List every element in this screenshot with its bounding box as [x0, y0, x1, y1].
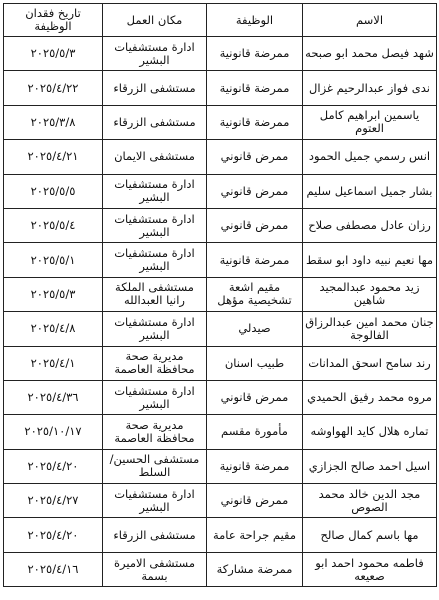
cell-place: مديرية صحة محافظة العاصمة — [103, 346, 207, 380]
cell-place: مستشفى الملكة رانيا العبدالله — [103, 277, 207, 311]
cell-place: ادارة مستشفيات البشير — [103, 484, 207, 518]
table-row — [4, 484, 437, 518]
cell-date: ٢٠٢٥/٤/٢٢ — [4, 71, 103, 105]
cell-name: بشار جميل اسماعيل سليم — [303, 174, 437, 208]
cell-date: ٢٠٢٥/٣/٨ — [4, 105, 103, 139]
table-row — [4, 552, 437, 586]
cell-job: ممرضة مشاركة — [207, 552, 303, 586]
cell-name: ندى فواز عبدالرحيم غزال — [303, 71, 437, 105]
cell-place: مستشفى الايمان — [103, 140, 207, 174]
cell-job: ممرضة قانونية — [207, 37, 303, 71]
cell-job: ممرض قانوني — [207, 174, 303, 208]
cell-job: ممرضة قانونية — [207, 71, 303, 105]
cell-place: ادارة مستشفيات البشير — [103, 208, 207, 242]
cell-job: ممرض قانوني — [207, 484, 303, 518]
table-row — [4, 380, 437, 414]
cell-place: ادارة مستشفيات البشير — [103, 380, 207, 414]
cell-date: ٢٠٢٥/٥/٥ — [4, 174, 103, 208]
cell-place: ادارة مستشفيات البشير — [103, 312, 207, 346]
cell-job: ممرضة قانونية — [207, 449, 303, 483]
table-row — [4, 174, 437, 208]
table-row — [4, 312, 437, 346]
cell-name: تماره هلال كايد الهواوشه — [303, 415, 437, 449]
cell-date: ٢٠٢٥/٤/١ — [4, 346, 103, 380]
cell-place: مستشفى الزرقاء — [103, 105, 207, 139]
cell-date: ٢٠٢٥/٤/٢٠ — [4, 518, 103, 552]
column-header-date: تاريخ فقدان الوظيفة — [4, 4, 103, 37]
cell-place: مستشفى الاميرة بسمة — [103, 552, 207, 586]
cell-name: رند سامح اسحق المدانات — [303, 346, 437, 380]
cell-date: ٢٠٢٥/٤/٢٠ — [4, 449, 103, 483]
cell-place: مديرية صحة محافظة العاصمة — [103, 415, 207, 449]
column-header-place: مكان العمل — [103, 4, 207, 37]
column-header-job: الوظيفة — [207, 4, 303, 37]
table-row — [4, 71, 437, 105]
cell-date: ٢٠٢٥/٥/٤ — [4, 208, 103, 242]
cell-job: ممرضة قانونية — [207, 105, 303, 139]
table-row — [4, 140, 437, 174]
cell-job: ممرض قانوني — [207, 208, 303, 242]
cell-date: ٢٠٢٥/٥/١ — [4, 243, 103, 277]
cell-date: ٢٠٢٥/٤/١٦ — [4, 552, 103, 586]
cell-name: زيد محمود عبدالمجيد شاهين — [303, 277, 437, 311]
table-row — [4, 277, 437, 311]
table-body — [4, 37, 437, 587]
cell-date: ٢٠٢٥/٤/٢١ — [4, 140, 103, 174]
cell-name: رزان عادل مصطفى صلاح — [303, 208, 437, 242]
cell-place: ادارة مستشفيات البشير — [103, 174, 207, 208]
cell-date: ٢٠٢٥/٥/٣ — [4, 37, 103, 71]
table-row — [4, 346, 437, 380]
table-row — [4, 105, 437, 139]
table-header-row — [4, 4, 437, 37]
employees-table — [3, 3, 437, 587]
cell-name: مها نعيم نبيه داود ابو سقط — [303, 243, 437, 277]
cell-name: مجد الدين خالد محمد الصوص — [303, 484, 437, 518]
cell-date: ٢٠٢٥/٥/٣ — [4, 277, 103, 311]
table-row — [4, 518, 437, 552]
cell-name: انس رسمي جميل الحمود — [303, 140, 437, 174]
cell-job: مأمورة مقسم — [207, 415, 303, 449]
cell-name: مروه محمد رفيق الحميدي — [303, 380, 437, 414]
cell-place: مستشفى الزرقاء — [103, 518, 207, 552]
cell-name: فاطمه محمود احمد ابو صعيعه — [303, 552, 437, 586]
cell-date: ٢٠٢٥/٤/٨ — [4, 312, 103, 346]
table-row — [4, 449, 437, 483]
table-row — [4, 37, 437, 71]
cell-job: ممرض قانوني — [207, 380, 303, 414]
cell-place: مستشفى الحسين/ السلط — [103, 449, 207, 483]
cell-job: ممرض قانوني — [207, 140, 303, 174]
cell-place: ادارة مستشفيات البشير — [103, 243, 207, 277]
table-row — [4, 208, 437, 242]
cell-date: ٢٠٢٥/١٠/١٧ — [4, 415, 103, 449]
cell-name: اسيل احمد صالح الجزازي — [303, 449, 437, 483]
cell-place: مستشفى الزرقاء — [103, 71, 207, 105]
cell-job: صيدلي — [207, 312, 303, 346]
column-header-name: الاسم — [303, 4, 437, 37]
cell-job: طبيب اسنان — [207, 346, 303, 380]
table-row — [4, 415, 437, 449]
cell-name: مها باسم كمال صالح — [303, 518, 437, 552]
cell-name: جنان محمد امين عبدالرزاق الفالوجة — [303, 312, 437, 346]
cell-name: ياسمين ابراهيم كامل العتوم — [303, 105, 437, 139]
cell-place: ادارة مستشفيات البشير — [103, 37, 207, 71]
cell-job: مقيم جراحة عامة — [207, 518, 303, 552]
cell-job: ممرضة قانونية — [207, 243, 303, 277]
table-row — [4, 243, 437, 277]
cell-date: ٢٠٢٥/٤/٢٧ — [4, 484, 103, 518]
cell-job: مقيم اشعة تشخيصية مؤهل — [207, 277, 303, 311]
cell-date: ٢٠٢٥/٤/٣٦ — [4, 380, 103, 414]
cell-name: شهد فيصل محمد ابو صبحه — [303, 37, 437, 71]
